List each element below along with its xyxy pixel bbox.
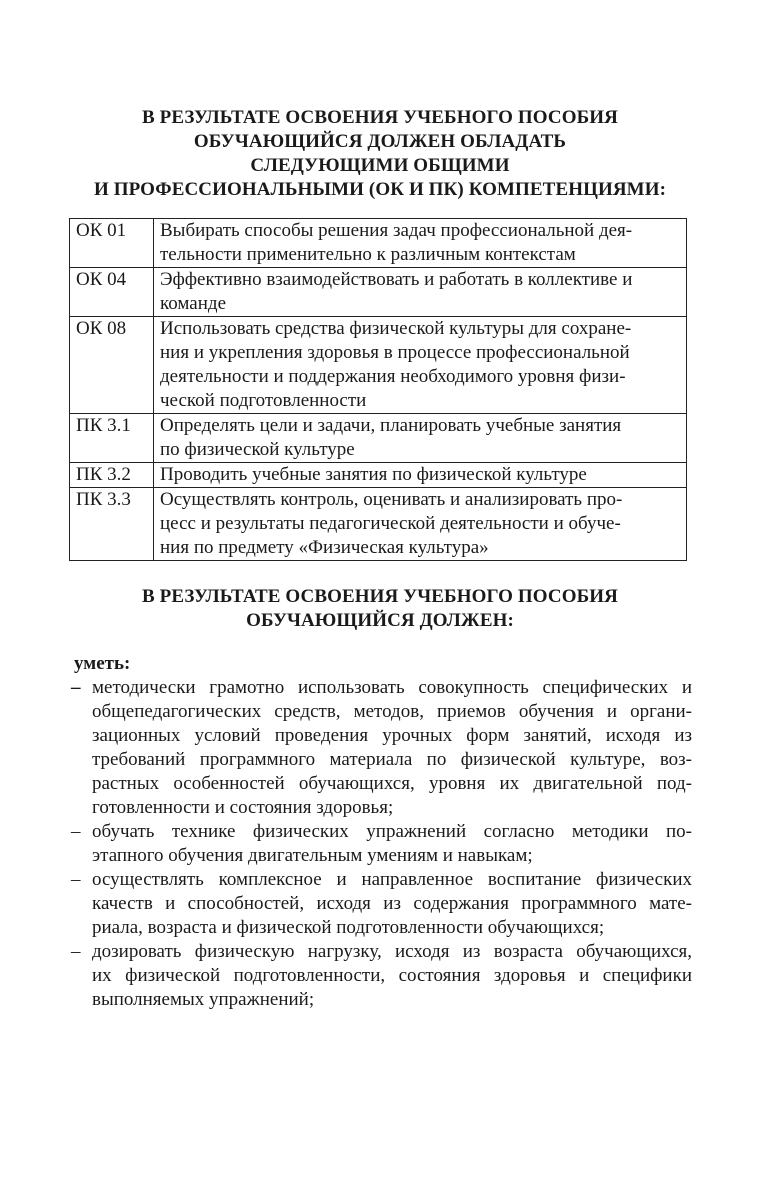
competency-description: [154, 488, 687, 561]
competencies-table: [69, 218, 687, 561]
item-line: методически грамотно использовать совокупность специфических и: [92, 677, 692, 698]
description-line: Осуществлять контроль, оценивать и анализировать про-: [160, 489, 623, 510]
heading-line: И ПРОФЕССИОНАЛЬНЫМИ (ОК И ПК) КОМПЕТЕНЦИЯМИ:: [93, 179, 667, 200]
description-line: ния по предмету «Физическая культура»: [160, 537, 489, 558]
item-line: осуществлять комплексное и направленное воспитание физических: [92, 869, 692, 890]
item-line: качеств и способностей, исходя из содержания программного мате-: [92, 893, 692, 914]
description-line: команде: [160, 293, 226, 314]
competency-description: [154, 414, 687, 463]
item-line: растных особенностей обучающихся, уровня их двигательной под-: [92, 773, 692, 794]
description-line: Выбирать способы решения задач профессиональной дея-: [160, 220, 633, 241]
description-line: Эффективно взаимодействовать и работать в коллективе и: [160, 269, 633, 290]
skills-label: уметь:: [74, 653, 131, 674]
description-line: цесс и результаты педагогической деятельности и обуче-: [160, 513, 621, 534]
bullet-dash: –: [71, 941, 81, 962]
competencies-heading: [68, 106, 692, 202]
item-line: этапного обучения двигательным умениям и навыкам;: [92, 845, 533, 866]
bullet-dash: –: [71, 677, 81, 698]
item-line: зационных условий проведения урочных форм занятий, исходя из: [92, 725, 692, 746]
competency-description: [154, 219, 687, 268]
competency-code: ОК 01: [70, 219, 154, 268]
learning-outcomes-heading: [68, 585, 692, 633]
item-line: их физической подготовленности, состояния здоровья и специфики: [92, 965, 692, 986]
document-page: [68, 106, 692, 1012]
bullet-dash: –: [71, 869, 81, 890]
bullet-dash: –: [71, 821, 81, 842]
heading-line: ОБУЧАЮЩИЙСЯ ДОЛЖЕН:: [246, 610, 514, 631]
item-line: обучать технике физических упражнений согласно методики по-: [92, 821, 692, 842]
list-item: [68, 676, 692, 820]
competency-code: ПК 3.3: [70, 488, 154, 561]
description-line: тельности применительно к различным контекстам: [160, 244, 576, 265]
description-line: деятельности и поддержания необходимого уровня физи-: [160, 366, 626, 387]
list-item: [68, 820, 692, 868]
competency-code: ОК 04: [70, 268, 154, 317]
heading-line: СЛЕДУЮЩИМИ ОБЩИМИ: [250, 155, 510, 176]
item-line: общепедагогических средств, методов, приемов обучения и органи-: [92, 701, 692, 722]
description-line: Проводить учебные занятия по физической культуре: [160, 464, 587, 485]
competency-code: ПК 3.2: [70, 463, 154, 488]
description-line: по физической культуре: [160, 439, 355, 460]
list-item: [68, 868, 692, 940]
item-line: выполняемых упражнений;: [92, 989, 315, 1010]
description-line: Использовать средства физической культуры для сохране-: [160, 318, 632, 339]
item-line: дозировать физическую нагрузку, исходя из возраста обучающихся,: [92, 941, 692, 962]
table-row: [70, 463, 687, 488]
table-row: [70, 414, 687, 463]
description-line: Определять цели и задачи, планировать учебные занятия: [160, 415, 622, 436]
competency-description: [154, 317, 687, 414]
table-row: [70, 268, 687, 317]
table-row: [70, 219, 687, 268]
heading-line: В РЕЗУЛЬТАТЕ ОСВОЕНИЯ УЧЕБНОГО ПОСОБИЯ: [142, 586, 618, 607]
table-row: [70, 317, 687, 414]
description-line: ния и укрепления здоровья в процессе профессиональной: [160, 342, 630, 363]
competency-code: ПК 3.1: [70, 414, 154, 463]
competency-code: ОК 08: [70, 317, 154, 414]
item-line: риала, возраста и физической подготовленности обучающихся;: [92, 917, 605, 938]
competency-description: [154, 463, 687, 488]
heading-line: ОБУЧАЮЩИЙСЯ ДОЛЖЕН ОБЛАДАТЬ: [193, 131, 567, 152]
skills-list: [68, 676, 692, 1012]
table-row: [70, 488, 687, 561]
heading-line: В РЕЗУЛЬТАТЕ ОСВОЕНИЯ УЧЕБНОГО ПОСОБИЯ: [142, 107, 618, 128]
item-line: готовленности и состояния здоровья;: [92, 797, 394, 818]
list-item: [68, 940, 692, 1012]
competency-description: [154, 268, 687, 317]
item-line: требований программного материала по физической культуре, воз-: [92, 749, 692, 770]
description-line: ческой подготовленности: [160, 390, 367, 411]
